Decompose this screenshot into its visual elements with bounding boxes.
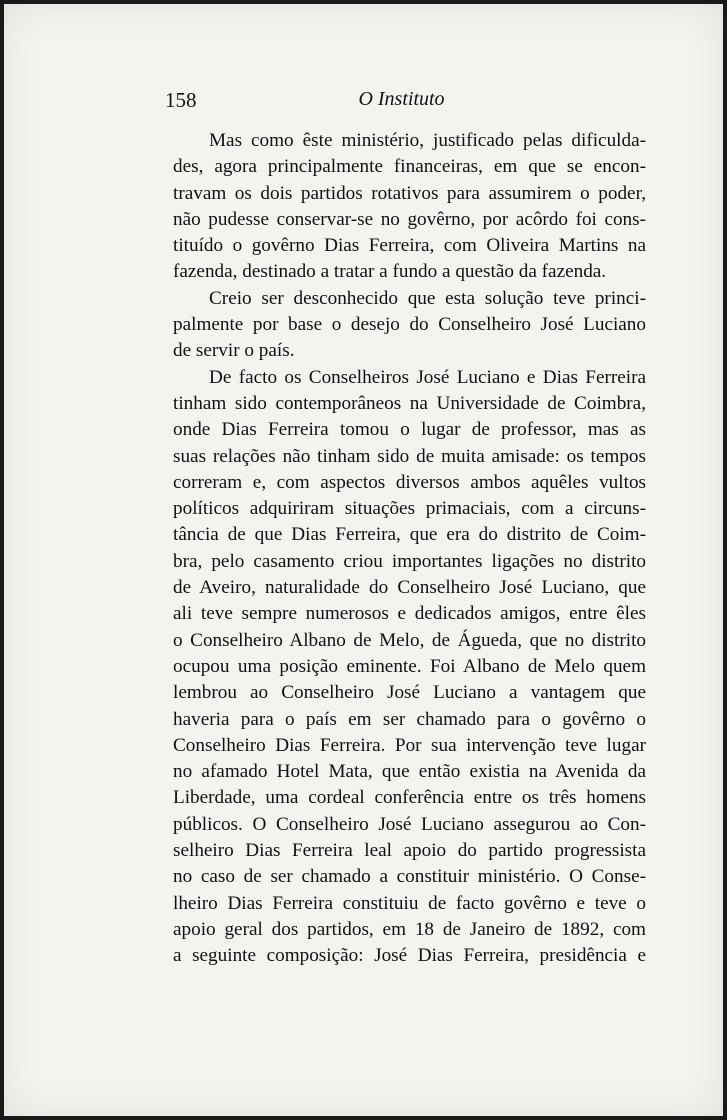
text-line: Creio ser desconhecido que esta solução teve princi- [209, 287, 646, 309]
body-text [173, 128, 646, 970]
text-line: haveria para o país em ser chamado para o govêrno o [173, 708, 646, 730]
text-line: travam os dois partidos rotativos para assumirem o poder, [173, 182, 646, 204]
text-line: De facto os Conselheiros José Luciano e Dias Ferreira [209, 366, 646, 388]
text-line: no afamado Hotel Mata, que então existia na Avenida da [173, 761, 646, 783]
text-line: palmente por base o desejo do Conselheiro José Luciano [173, 314, 646, 336]
text-line: o Conselheiro Albano de Melo, de Águeda, que no distrito [173, 629, 646, 651]
text-line: bra, pelo casamento criou importantes ligações no distrito [173, 550, 646, 572]
running-title: O Instituto [358, 88, 445, 110]
text-line: lheiro Dias Ferreira constituiu de facto govêrno e teve o [173, 892, 646, 914]
text-line: Mas como êste ministério, justificado pelas dificulda- [209, 130, 646, 151]
text-line: políticos adquiriram situações primaciais, com a circuns- [173, 498, 646, 520]
text-line: Liberdade, uma cordeal conferência entre os três homens [173, 787, 646, 809]
text-line: onde Dias Ferreira tomou o lugar de professor, mas as [173, 419, 646, 441]
text-line: correram e, com aspectos diversos ambos aquêles vultos [173, 471, 646, 493]
text-line: suas relações não tinham sido de muita amisade: os tempos [173, 445, 646, 467]
text-line: no caso de ser chamado a constituir ministério. O Conse- [173, 866, 646, 888]
text-line: não pudesse conservar-se no govêrno, por acôrdo foi cons- [173, 208, 646, 230]
page-header [4, 88, 723, 118]
text-line: des, agora principalmente financeiras, em que se encon- [173, 156, 646, 178]
text-line: públicos. O Conselheiro José Luciano assegurou ao Con- [173, 813, 646, 835]
text-line: Conselheiro Dias Ferreira. Por sua intervenção teve lugar [173, 734, 646, 756]
page-number: 158 [165, 88, 197, 112]
text-line: selheiro Dias Ferreira leal apoio do partido progressista [173, 840, 646, 862]
text-line: tinham sido contemporâneos na Universidade de Coimbra, [173, 392, 646, 414]
text-line: tância de que Dias Ferreira, que era do distrito de Coim- [173, 524, 646, 546]
text-line: tituído o govêrno Dias Ferreira, com Oliveira Martins na [173, 235, 646, 257]
text-line: de Aveiro, naturalidade do Conselheiro José Luciano, que [173, 577, 646, 599]
text-line: ocupou uma posição eminente. Foi Albano de Melo quem [173, 655, 646, 677]
text-line: apoio geral dos partidos, em 18 de Janeiro de 1892, com [173, 918, 646, 940]
text-line: lembrou ao Conselheiro José Luciano a vantagem que [173, 682, 646, 704]
book-page [4, 4, 723, 1116]
text-line: a seguinte composição: José Dias Ferreira, presidência e [173, 945, 646, 967]
text-line: de servir o país. [173, 340, 295, 362]
text-line: ali teve sempre numerosos e dedicados amigos, entre êles [173, 603, 646, 625]
text-line: fazenda, destinado a tratar a fundo a questão da fazenda. [173, 261, 607, 283]
